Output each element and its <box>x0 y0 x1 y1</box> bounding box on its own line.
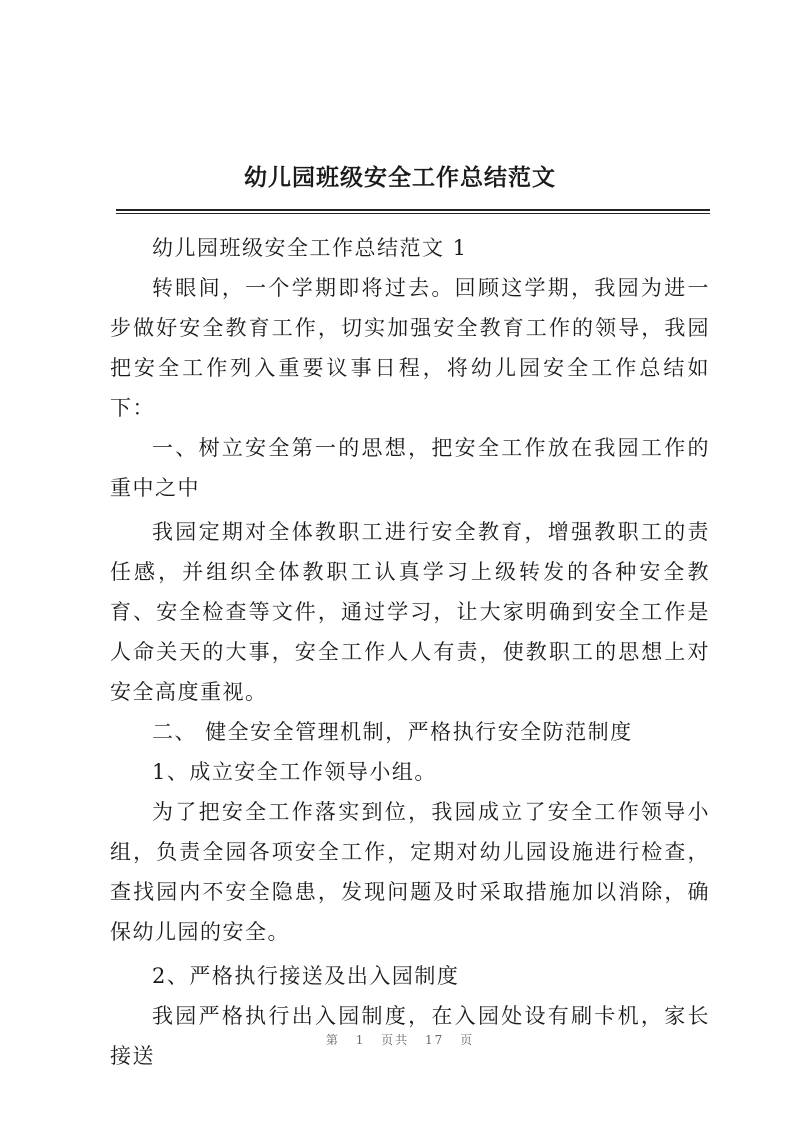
paragraph: 为了把安全工作落实到位，我园成立了安全工作领导小组，负责全园各项安全工作，定期对幼儿园设施进行检查，查找园内不安全隐患，发现问题及时采取措施加以消除，确保幼儿园的安全。 <box>110 800 710 944</box>
document-title: 幼儿园班级安全工作总结范文 <box>244 164 556 191</box>
paragraph: 转眼间，一个学期即将过去。回顾这学期，我园为进一步做好安全教育工作，切实加强安全教育工作的领导，我园把安全工作列入重要议事日程，将幼儿园安全工作总结如下： <box>110 276 710 420</box>
title-rule-thick <box>116 209 710 211</box>
title-rule-thin <box>116 213 710 214</box>
section-heading: 二、 健全安全管理机制，严格执行安全防范制度 <box>152 720 633 744</box>
subsection-heading: 2、严格执行接送及出入园制度 <box>152 964 460 988</box>
document-body <box>110 228 710 1076</box>
section-heading: 幼儿园班级安全工作总结范文 1 <box>152 236 468 260</box>
paragraph: 我园严格执行出入园制度，在入园处设有刷卡机，家长接送 <box>110 1004 710 1068</box>
section-heading: 一、树立安全第一的思想，把安全工作放在我园工作的重中之中 <box>110 436 710 500</box>
page-number: 第 1 页共 17 页 <box>325 1033 475 1047</box>
subsection-heading: 1、成立安全工作领导小组。 <box>152 760 437 784</box>
paragraph: 我园定期对全体教职工进行安全教育，增强教职工的责任感，并组织全体教职工认真学习上级转发的各种安全教育、安全检查等文件，通过学习，让大家明确到安全工作是人命关天的大事，安全工作人人有责，使教职工的思想上对安全高度重视。 <box>110 520 710 704</box>
